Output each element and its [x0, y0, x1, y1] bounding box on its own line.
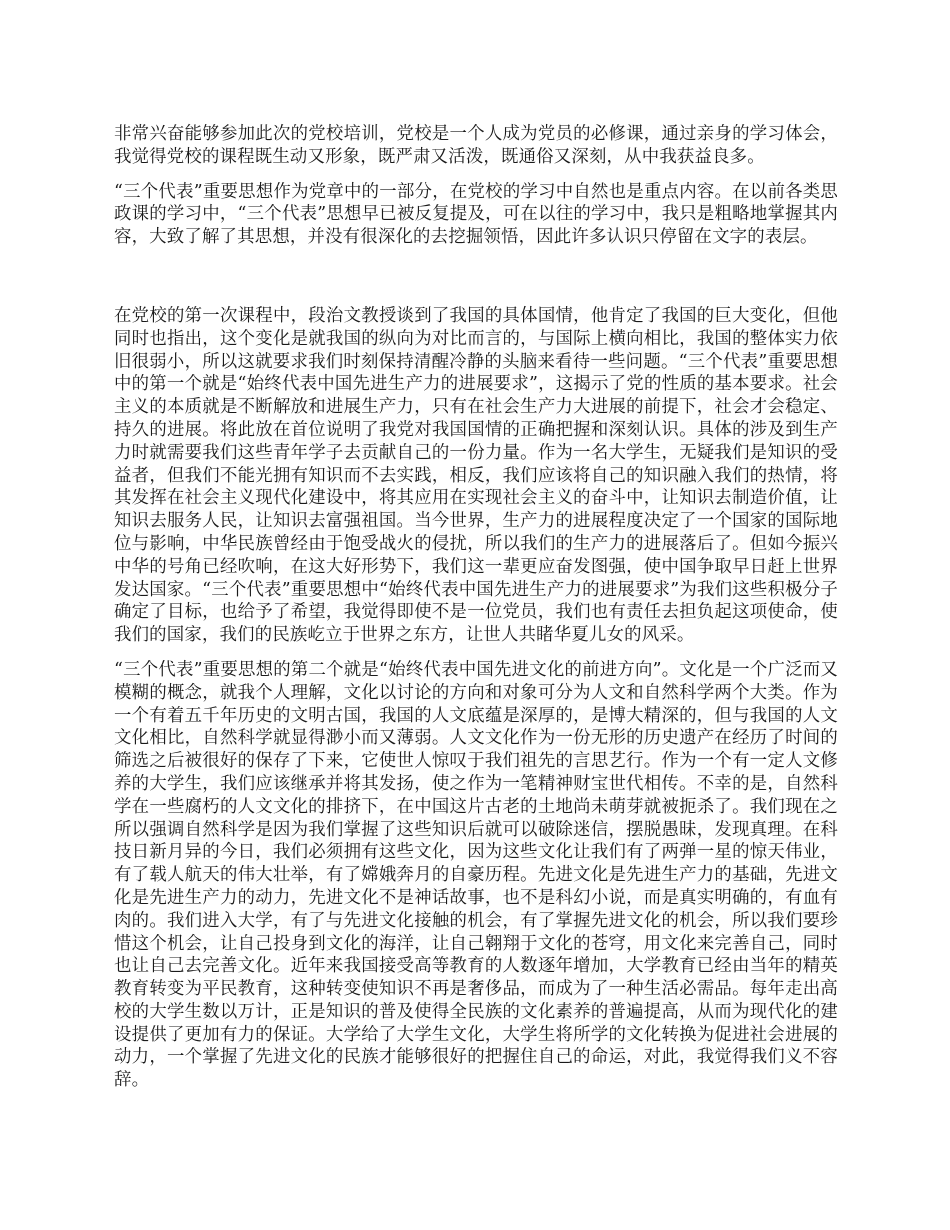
section-spacer	[114, 261, 838, 305]
document-page	[114, 123, 838, 1104]
paragraph-intro: 非常兴奋能够参加此次的党校培训，党校是一个人成为党员的必修课，通过亲身的学习体会，我觉得党校的课程既生动又形象，既严肃又活泼，既通俗又深刻，从中我获益良多。	[114, 124, 838, 167]
paragraph-three-represents-overview: “三个代表”重要思想作为党章中的一部分，在党校的学习中自然也是重点内容。在以前各类思政课的学习中，“三个代表”思想早已被反复提及，可在以往的学习中，我只是粗略地掌握其内容，大致了解了其思想，并没有很深化的去挖掘领悟，因此许多认识只停留在文字的表层。	[114, 181, 838, 248]
paragraph-productive-forces: 在党校的第一次课程中，段治文教授谈到了我国的具体国情，他肯定了我国的巨大变化，但他同时也指出，这个变化是就我国的纵向为对比而言的，与国际上横向相比，我国的整体实力依旧很弱小，所以这就要求我们时刻保持清醒冷静的头脑来看待一些问题。“三个代表”重要思想中的第一个就是“始终代表中国先进生产力的进展要求”，这揭示了党的性质的基本要求。社会主义的本质就是不断解放和进展生产力，只有在社会生产力大进展的前提下，社会才会稳定、持久的进展。将此放在首位说明了我党对我国国情的正确把握和深刻认识。具体的涉及到生产力时就需要我们这些青年学子去贡献自己的一份力量。作为一名大学生，无疑我们是知识的受益者，但我们不能光拥有知识而不去实践，相反，我们应该将自己的知识融入我们的热情，将其发挥在社会主义现代化建设中，将其应用在实现社会主义的奋斗中，让知识去制造价值，让知识去服务人民，让知识去富强祖国。当今世界，生产力的进展程度决定了一个国家的国际地位与影响，中华民族曾经由于饱受战火的侵扰，所以我们的生产力的进展落后了。但如今振兴中华的号角已经吹响，在这大好形势下，我们这一辈更应奋发图强，使中国争取早日赶上世界发达国家。“三个代表”重要思想中“始终代表中国先进生产力的进展要求”为我们这些积极分子确定了目标，也给予了希望，我觉得即使不是一位党员，我们也有责任去担负起这项使命，使我们的国家，我们的民族屹立于世界之东方，让世人共睹华夏儿女的风采。	[114, 305, 838, 646]
paragraph-advanced-culture: “三个代表”重要思想的第二个就是“始终代表中国先进文化的前进方向”。文化是一个广泛而又模糊的概念，就我个人理解，文化以讨论的方向和对象可分为人文和自然科学两个大类。作为一个有着五千年历史的文明古国，我国的人文底蕴是深厚的，是博大精深的，但与我国的人文文化相比，自然科学就显得渺小而又薄弱。人文文化作为一份无形的历史遗产在经历了时间的筛选之后被很好的保存了下来，它使世人惊叹于我们祖先的言思艺行。作为一个有一定人文修养的大学生，我们应该继承并将其发扬，使之作为一笔精神财宝世代相传。不幸的是，自然科学在一些腐朽的人文文化的排挤下，在中国这片古老的土地尚未萌芽就被扼杀了。我们现在之所以强调自然科学是因为我们掌握了这些知识后就可以破除迷信，摆脱愚昧，发现真理。在科技日新月异的今日，我们必须拥有这些文化，因为这些文化让我们有了两弹一星的惊天伟业，有了载人航天的伟大壮举，有了嫦娥奔月的自豪历程。先进文化是先进生产力的基础，先进文化是先进生产力的动力，先进文化不是神话故事，也不是科幻小说，而是真实明确的，有血有肉的。我们进入大学，有了与先进文化接触的机会，有了掌握先进文化的机会，所以我们要珍惜这个机会，让自己投身到文化的海洋，让自己翱翔于文化的苍穹，用文化来完善自己，同时也让自己去完善文化。近年来我国接受高等教育的人数逐年增加，大学教育已经由当年的精英教育转变为平民教育，这种转变使知识不再是奢侈品，而成为了一种生活必需品。每年走出高校的大学生数以万计，正是知识的普及使得全民族的文化素养的普遍提高，从而为现代化的建设提供了更加有力的保证。大学给了大学生文化，大学生将所学的文化转换为促进社会进展的动力，一个掌握了先进文化的民族才能够很好的把握住自己的命运，对此，我觉得我们义不容辞。	[114, 659, 838, 1091]
